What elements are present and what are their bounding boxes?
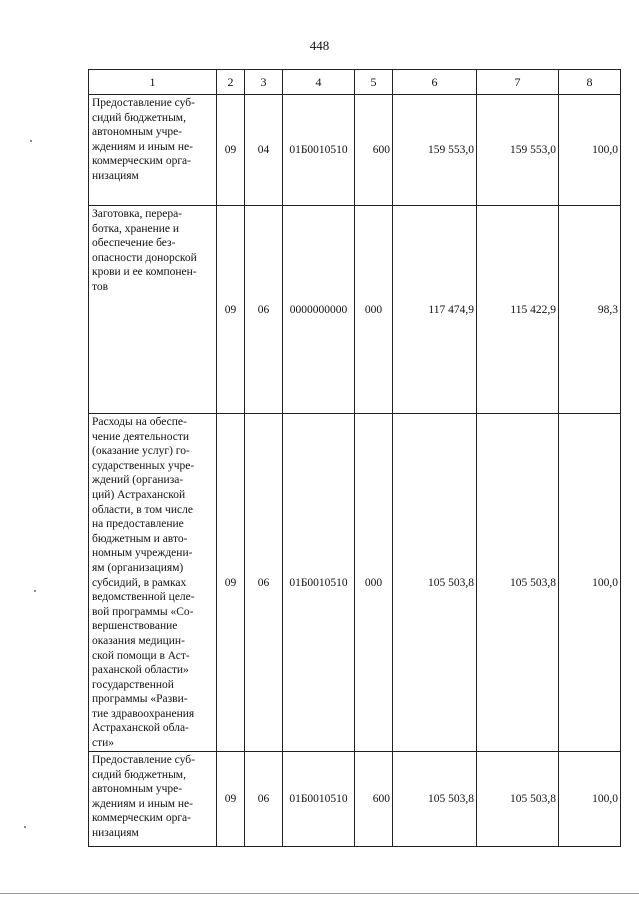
budget-table	[88, 69, 621, 847]
expense-name: Предоставление суб- сидий бюджетным, автономным учре- ждениям и иным не- коммерческим орга- низациям	[89, 752, 217, 847]
planned-amount: 105 503,8	[393, 414, 477, 752]
actual-amount: 115 422,9	[477, 206, 559, 414]
execution-percent: 98,3	[559, 206, 621, 414]
expense-name: Заготовка, перера- ботка, хранение и обеспечение без- опасности донорской крови и ее компонен- тов	[89, 206, 217, 414]
header-cell: 1	[89, 70, 217, 95]
expense-type-code: 600	[355, 95, 393, 206]
header-cell: 5	[355, 70, 393, 95]
subsection-code: 04	[245, 95, 283, 206]
execution-percent: 100,0	[559, 95, 621, 206]
scan-speck	[34, 590, 36, 592]
section-code: 09	[217, 752, 245, 847]
scan-speck	[24, 826, 26, 828]
subsection-code: 06	[245, 206, 283, 414]
table-row	[89, 206, 621, 414]
actual-amount: 105 503,8	[477, 752, 559, 847]
target-article-code: 01Б0010510	[283, 752, 355, 847]
actual-amount: 159 553,0	[477, 95, 559, 206]
table-row	[89, 752, 621, 847]
header-cell: 7	[477, 70, 559, 95]
header-cell: 6	[393, 70, 477, 95]
header-cell: 2	[217, 70, 245, 95]
header-cell: 4	[283, 70, 355, 95]
table-row	[89, 95, 621, 206]
scan-speck	[30, 140, 32, 142]
table-row	[89, 414, 621, 752]
header-cell: 8	[559, 70, 621, 95]
table-header-row	[89, 70, 621, 95]
expense-type-code: 000	[355, 414, 393, 752]
subsection-code: 06	[245, 752, 283, 847]
expense-name: Расходы на обеспе- чение деятельности (оказание услуг) го- сударственных учре- ждений (организа- ций) Астраханской области, в том числе на предоставление бюджетным и авто- номным учреждени- ям (организациям) субсидий, в рамках ведомственной целе- вой программы «Со- вершенствование оказания медицин- ской помощи в Аст- раханской области» государственной программы «Разви- тие здравоохранения Астраханской обла- сти»	[89, 414, 217, 752]
actual-amount: 105 503,8	[477, 414, 559, 752]
header-cell: 3	[245, 70, 283, 95]
expense-type-code: 000	[355, 206, 393, 414]
expense-type-code: 600	[355, 752, 393, 847]
expense-name: Предоставление суб- сидий бюджетным, автономным учре- ждениям и иным не- коммерческим орга- низациям	[89, 95, 217, 206]
subsection-code: 06	[245, 414, 283, 752]
planned-amount: 105 503,8	[393, 752, 477, 847]
target-article-code: 01Б0010510	[283, 95, 355, 206]
section-code: 09	[217, 206, 245, 414]
section-code: 09	[217, 95, 245, 206]
planned-amount: 117 474,9	[393, 206, 477, 414]
section-code: 09	[217, 414, 245, 752]
execution-percent: 100,0	[559, 414, 621, 752]
target-article-code: 0000000000	[283, 206, 355, 414]
page-bottom-rule	[0, 893, 639, 894]
planned-amount: 159 553,0	[393, 95, 477, 206]
page-number: 448	[309, 38, 330, 53]
execution-percent: 100,0	[559, 752, 621, 847]
target-article-code: 01Б0010510	[283, 414, 355, 752]
